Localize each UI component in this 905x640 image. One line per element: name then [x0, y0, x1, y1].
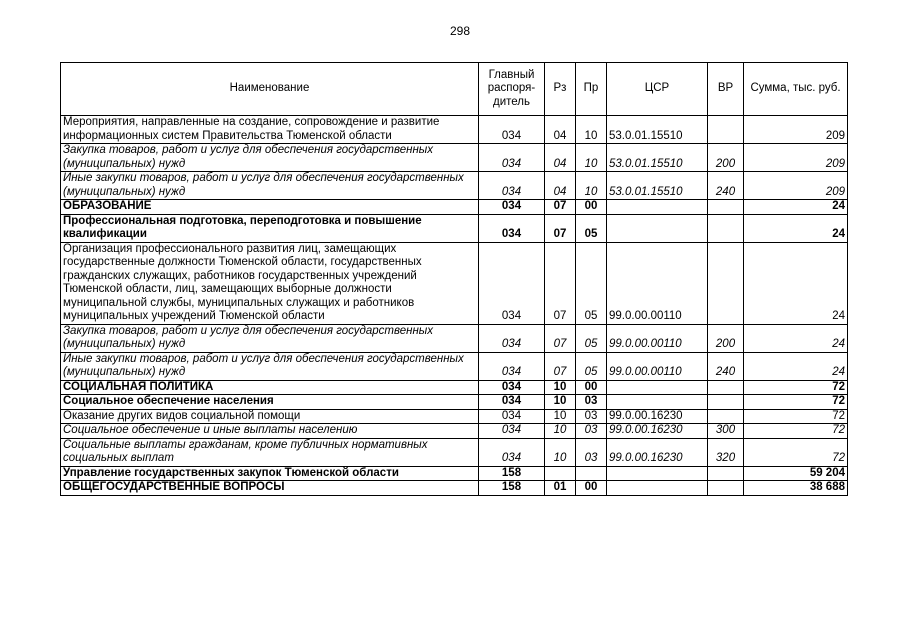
- cell-pr: 10: [576, 172, 607, 200]
- cell-pr: 10: [576, 144, 607, 172]
- cell-name: ОБРАЗОВАНИЕ: [61, 200, 479, 215]
- cell-rz: 07: [545, 324, 576, 352]
- cell-admin: 034: [479, 438, 545, 466]
- table-row: [61, 438, 848, 466]
- cell-vr: [708, 116, 744, 144]
- cell-admin: 034: [479, 242, 545, 324]
- cell-name: Иные закупки товаров, работ и услуг для обеспечения государственных (муниципальных) нужд: [61, 172, 479, 200]
- table-row: [61, 395, 848, 410]
- cell-vr: [708, 409, 744, 424]
- cell-name: Оказание других видов социальной помощи: [61, 409, 479, 424]
- table-row: [61, 481, 848, 496]
- cell-vr: [708, 242, 744, 324]
- cell-sum: 209: [744, 116, 848, 144]
- cell-sum: 72: [744, 380, 848, 395]
- table-row: [61, 380, 848, 395]
- cell-rz: 10: [545, 409, 576, 424]
- cell-rz: 10: [545, 380, 576, 395]
- cell-pr: 05: [576, 324, 607, 352]
- header-name: Наименование: [61, 63, 479, 116]
- cell-csr: 99.0.00.00110: [607, 324, 708, 352]
- cell-admin: 034: [479, 380, 545, 395]
- cell-csr: 99.0.00.16230: [607, 438, 708, 466]
- cell-admin: 034: [479, 214, 545, 242]
- cell-admin: 158: [479, 466, 545, 481]
- cell-sum: 24: [744, 324, 848, 352]
- cell-sum: 24: [744, 200, 848, 215]
- table-row: [61, 242, 848, 324]
- cell-name: Закупка товаров, работ и услуг для обеспечения государственных (муниципальных) нужд: [61, 324, 479, 352]
- cell-name: Управление государственных закупок Тюменской области: [61, 466, 479, 481]
- cell-name: Иные закупки товаров, работ и услуг для обеспечения государственных (муниципальных) нужд: [61, 352, 479, 380]
- cell-sum: 72: [744, 409, 848, 424]
- cell-rz: 04: [545, 144, 576, 172]
- cell-name: ОБЩЕГОСУДАРСТВЕННЫЕ ВОПРОСЫ: [61, 481, 479, 496]
- cell-admin: 034: [479, 395, 545, 410]
- cell-csr: 53.0.01.15510: [607, 172, 708, 200]
- cell-rz: 04: [545, 116, 576, 144]
- cell-sum: 209: [744, 144, 848, 172]
- cell-csr: 99.0.00.00110: [607, 242, 708, 324]
- cell-csr: [607, 380, 708, 395]
- header-pr: Пр: [576, 63, 607, 116]
- cell-name: Социальное обеспечение и иные выплаты населению: [61, 424, 479, 439]
- cell-vr: [708, 395, 744, 410]
- cell-pr: 00: [576, 380, 607, 395]
- cell-pr: 05: [576, 214, 607, 242]
- cell-admin: 034: [479, 324, 545, 352]
- cell-sum: 24: [744, 214, 848, 242]
- table-row: [61, 214, 848, 242]
- cell-rz: 07: [545, 352, 576, 380]
- cell-csr: [607, 481, 708, 496]
- cell-pr: 05: [576, 352, 607, 380]
- cell-rz: 07: [545, 200, 576, 215]
- cell-name: СОЦИАЛЬНАЯ ПОЛИТИКА: [61, 380, 479, 395]
- cell-vr: [708, 380, 744, 395]
- cell-rz: 01: [545, 481, 576, 496]
- cell-admin: 034: [479, 144, 545, 172]
- cell-vr: [708, 200, 744, 215]
- cell-admin: 034: [479, 116, 545, 144]
- header-admin: Главный распоря-дитель: [479, 63, 545, 116]
- cell-vr: 200: [708, 324, 744, 352]
- cell-csr: 53.0.01.15510: [607, 144, 708, 172]
- cell-csr: 99.0.00.00110: [607, 352, 708, 380]
- header-sum: Сумма, тыс. руб.: [744, 63, 848, 116]
- cell-name: Мероприятия, направленные на создание, сопровождение и развитие информационных систем Правительства Тюменской области: [61, 116, 479, 144]
- cell-vr: 300: [708, 424, 744, 439]
- cell-name: Социальное обеспечение населения: [61, 395, 479, 410]
- cell-vr: [708, 214, 744, 242]
- cell-name: Профессиональная подготовка, переподготовка и повышение квалификации: [61, 214, 479, 242]
- cell-admin: 034: [479, 352, 545, 380]
- cell-pr: 10: [576, 116, 607, 144]
- cell-rz: 04: [545, 172, 576, 200]
- cell-pr: 03: [576, 438, 607, 466]
- cell-admin: 034: [479, 172, 545, 200]
- cell-vr: [708, 481, 744, 496]
- cell-rz: 10: [545, 424, 576, 439]
- cell-admin: 034: [479, 200, 545, 215]
- header-rz: Рз: [545, 63, 576, 116]
- cell-sum: 24: [744, 242, 848, 324]
- table-row: [61, 116, 848, 144]
- header-vr: ВР: [708, 63, 744, 116]
- cell-sum: 24: [744, 352, 848, 380]
- cell-admin: 158: [479, 481, 545, 496]
- cell-sum: 72: [744, 424, 848, 439]
- table-row: [61, 352, 848, 380]
- cell-rz: 10: [545, 438, 576, 466]
- page-number: 298: [449, 24, 471, 38]
- cell-rz: [545, 466, 576, 481]
- cell-vr: 320: [708, 438, 744, 466]
- header-csr: ЦСР: [607, 63, 708, 116]
- cell-sum: 209: [744, 172, 848, 200]
- cell-pr: 03: [576, 409, 607, 424]
- cell-vr: 240: [708, 172, 744, 200]
- table-row: [61, 172, 848, 200]
- header-row: [61, 63, 848, 116]
- cell-pr: 03: [576, 395, 607, 410]
- cell-csr: 99.0.00.16230: [607, 424, 708, 439]
- cell-sum: 38 688: [744, 481, 848, 496]
- cell-sum: 72: [744, 395, 848, 410]
- table-row: [61, 144, 848, 172]
- table-row: [61, 200, 848, 215]
- table-row: [61, 324, 848, 352]
- cell-name: Закупка товаров, работ и услуг для обеспечения государственных (муниципальных) нужд: [61, 144, 479, 172]
- cell-csr: 99.0.00.16230: [607, 409, 708, 424]
- cell-csr: [607, 214, 708, 242]
- cell-vr: [708, 466, 744, 481]
- cell-sum: 72: [744, 438, 848, 466]
- cell-csr: 53.0.01.15510: [607, 116, 708, 144]
- cell-rz: 10: [545, 395, 576, 410]
- cell-pr: 05: [576, 242, 607, 324]
- cell-sum: 59 204: [744, 466, 848, 481]
- cell-pr: 03: [576, 424, 607, 439]
- cell-pr: [576, 466, 607, 481]
- cell-csr: [607, 395, 708, 410]
- cell-vr: 240: [708, 352, 744, 380]
- cell-csr: [607, 466, 708, 481]
- cell-pr: 00: [576, 200, 607, 215]
- cell-csr: [607, 200, 708, 215]
- table-row: [61, 424, 848, 439]
- budget-table: [60, 62, 848, 496]
- cell-admin: 034: [479, 409, 545, 424]
- cell-rz: 07: [545, 214, 576, 242]
- cell-name: Организация профессионального развития лиц, замещающих государственные должности Тюменской области, государственных гражданских служащих, работников государственных учреждений Тюменской области, лиц, замещающих выборные должности муниципальной службы, муниципальных служащих и работников муниципальных учреждений Тюменской области: [61, 242, 479, 324]
- table-row: [61, 409, 848, 424]
- cell-pr: 00: [576, 481, 607, 496]
- table-row: [61, 466, 848, 481]
- cell-name: Социальные выплаты гражданам, кроме публичных нормативных социальных выплат: [61, 438, 479, 466]
- cell-admin: 034: [479, 424, 545, 439]
- cell-vr: 200: [708, 144, 744, 172]
- cell-rz: 07: [545, 242, 576, 324]
